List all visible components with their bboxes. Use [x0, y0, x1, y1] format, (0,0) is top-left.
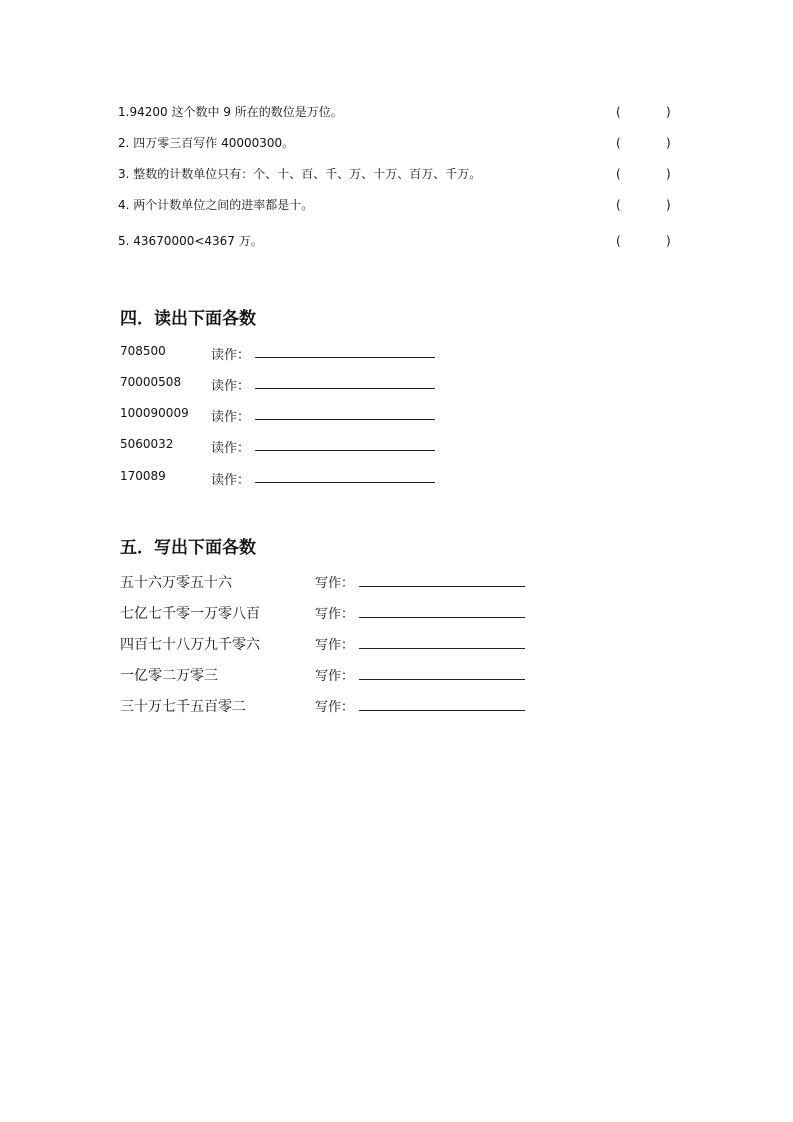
answer-paren-open: (	[616, 234, 621, 248]
answer-line[interactable]	[359, 586, 525, 587]
answer-line[interactable]	[255, 388, 435, 389]
judge-item-text: 5. 43670000<4367 万。	[118, 234, 263, 248]
number-in-words: 四百七十八万九千零六	[120, 637, 260, 653]
answer-line[interactable]	[359, 679, 525, 680]
judge-item-text: 3. 整数的计数单位只有：个、十、百、千、万、十万、百万、千万。	[118, 167, 482, 181]
answer-line[interactable]	[255, 482, 435, 483]
read-label: 读作：	[211, 473, 251, 488]
number-to-read: 70000508	[120, 375, 182, 389]
answer-paren-open: (	[616, 105, 621, 119]
number-to-read: 100090009	[120, 406, 189, 420]
read-label: 读作：	[211, 379, 251, 394]
read-label: 读作：	[211, 348, 251, 363]
answer-paren-close: )	[666, 136, 671, 150]
section-title-read: 四．读出下面各数	[120, 309, 256, 329]
answer-paren-close: )	[666, 198, 671, 212]
answer-line[interactable]	[255, 357, 435, 358]
read-label: 读作：	[211, 410, 251, 425]
number-to-read: 708500	[120, 344, 166, 358]
answer-line[interactable]	[359, 710, 525, 711]
write-label: 写作：	[315, 607, 355, 622]
answer-line[interactable]	[255, 450, 435, 451]
write-label: 写作：	[315, 669, 355, 684]
read-label: 读作：	[211, 441, 251, 456]
judge-item-text: 4. 两个计数单位之间的进率都是十。	[118, 198, 314, 212]
answer-paren-open: (	[616, 167, 621, 181]
number-in-words: 一亿零二万零三	[120, 668, 218, 684]
answer-line[interactable]	[359, 617, 525, 618]
judge-item-text: 2. 四万零三百写作 40000300。	[118, 136, 295, 150]
number-to-read: 170089	[120, 469, 166, 483]
answer-paren-close: )	[666, 105, 671, 119]
number-in-words: 五十六万零五十六	[120, 575, 232, 591]
write-label: 写作：	[315, 700, 355, 715]
answer-paren-close: )	[666, 167, 671, 181]
answer-paren-open: (	[616, 198, 621, 212]
number-in-words: 七亿七千零一万零八百	[120, 606, 260, 622]
write-label: 写作：	[315, 638, 355, 653]
answer-paren-open: (	[616, 136, 621, 150]
answer-line[interactable]	[359, 648, 525, 649]
judge-item-text: 1.94200 这个数中 9 所在的数位是万位。	[118, 105, 343, 119]
answer-paren-close: )	[666, 234, 671, 248]
answer-line[interactable]	[255, 419, 435, 420]
write-label: 写作：	[315, 576, 355, 591]
number-to-read: 5060032	[120, 437, 174, 451]
section-title-write: 五．写出下面各数	[120, 538, 256, 558]
number-in-words: 三十万七千五百零二	[120, 699, 246, 715]
